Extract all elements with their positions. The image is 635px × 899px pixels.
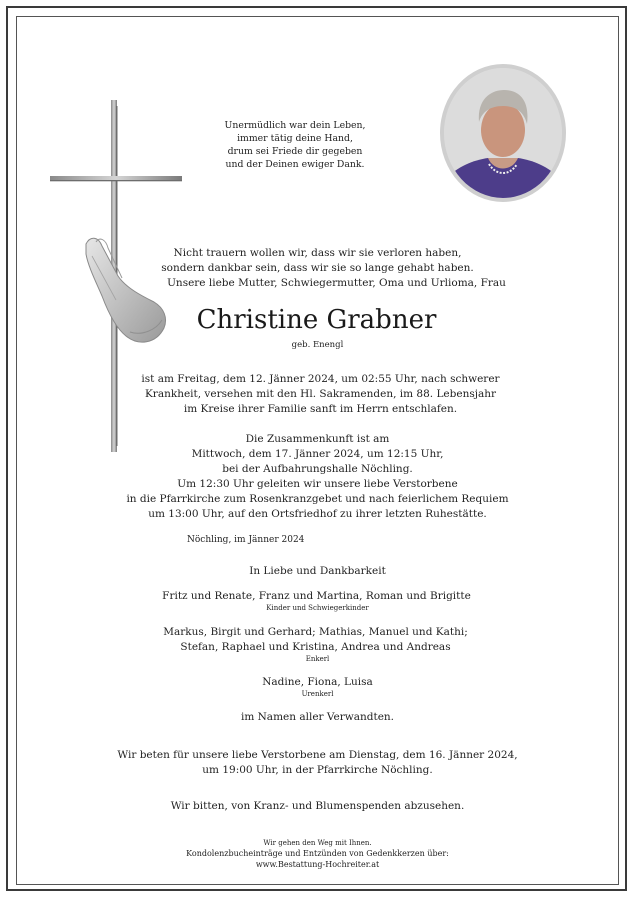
gathering-line: Mittwoch, dem 17. Jänner 2024, um 12:15 Uhr, xyxy=(191,448,444,460)
family-names: Markus, Birgit und Gerhard; Mathias, Manuel und Kathi; xyxy=(163,626,468,638)
notice-line: im Kreise ihrer Familie sanft im Herrn entschlafen. xyxy=(183,403,458,415)
family-names: Stefan, Raphael und Kristina, Andrea und Andreas xyxy=(180,641,451,653)
poem-line: Unermüdlich war dein Leben, xyxy=(224,120,366,131)
poem-line: drum sei Friede dir gegeben xyxy=(227,146,363,157)
relatives-line: im Namen aller Verwandten. xyxy=(240,711,395,723)
birth-name: geb. Enengl xyxy=(291,340,344,350)
gratitude-line: In Liebe und Dankbarkeit xyxy=(249,565,386,577)
cross-praying-hands-icon xyxy=(46,96,186,456)
gathering-line: Die Zusammenkunft ist am xyxy=(245,433,390,445)
intro-line: Unsere liebe Mutter, Schwiegermutter, Oma und Urlioma, Frau xyxy=(167,277,506,289)
gathering-line: bei der Aufbahrungshalle Nöchling. xyxy=(222,463,413,475)
prayer-line: um 19:00 Uhr, in der Pfarrkirche Nöchling. xyxy=(202,764,433,776)
footer-line: Kondolenzbucheinträge und Entzünden von Gedenkkerzen über: xyxy=(186,849,449,858)
intro-line: Nicht trauern wollen wir, dass wir sie verloren haben, xyxy=(173,247,462,259)
intro-line: sondern dankbar sein, dass wir sie so lange gehabt haben. xyxy=(161,262,474,274)
request-line: Wir bitten, von Kranz- und Blumenspenden abzusehen. xyxy=(170,800,465,812)
family-relation: Urenkerl xyxy=(301,690,334,698)
family-relation: Enkerl xyxy=(305,655,330,663)
family-relation: Kinder und Schwiegerkinder xyxy=(266,604,369,612)
family-names: Nadine, Fiona, Luisa xyxy=(262,676,373,688)
notice-line: Krankheit, versehen mit den Hl. Sakramenden, im 88. Lebensjahr xyxy=(144,388,497,400)
family-names: Fritz und Renate, Franz und Martina, Roman und Brigitte xyxy=(162,590,471,602)
footer-line: Wir gehen den Weg mit Ihnen. xyxy=(263,839,372,847)
notice-line: ist am Freitag, dem 12. Jänner 2024, um 02:55 Uhr, nach schwerer xyxy=(141,373,500,385)
gathering-line: in die Pfarrkirche zum Rosenkranzgebet und nach feierlichem Requiem xyxy=(126,493,509,505)
deceased-name: Christine Grabner xyxy=(196,305,437,335)
gathering-line: Um 12:30 Uhr geleiten wir unsere liebe Verstorbene xyxy=(177,478,458,490)
gathering-line: um 13:00 Uhr, auf den Ortsfriedhof zu ihrer letzten Ruhestätte. xyxy=(148,508,487,520)
prayer-line: Wir beten für unsere liebe Verstorbene am Dienstag, dem 16. Jänner 2024, xyxy=(117,749,518,761)
footer-link[interactable]: www.Bestattung-Hochreiter.at xyxy=(255,860,380,869)
portrait-photo xyxy=(440,64,566,202)
poem-line: immer tätig deine Hand, xyxy=(237,133,353,144)
poem-line: und der Deinen ewiger Dank. xyxy=(225,159,365,170)
place-date: Nöchling, im Jänner 2024 xyxy=(187,535,305,545)
